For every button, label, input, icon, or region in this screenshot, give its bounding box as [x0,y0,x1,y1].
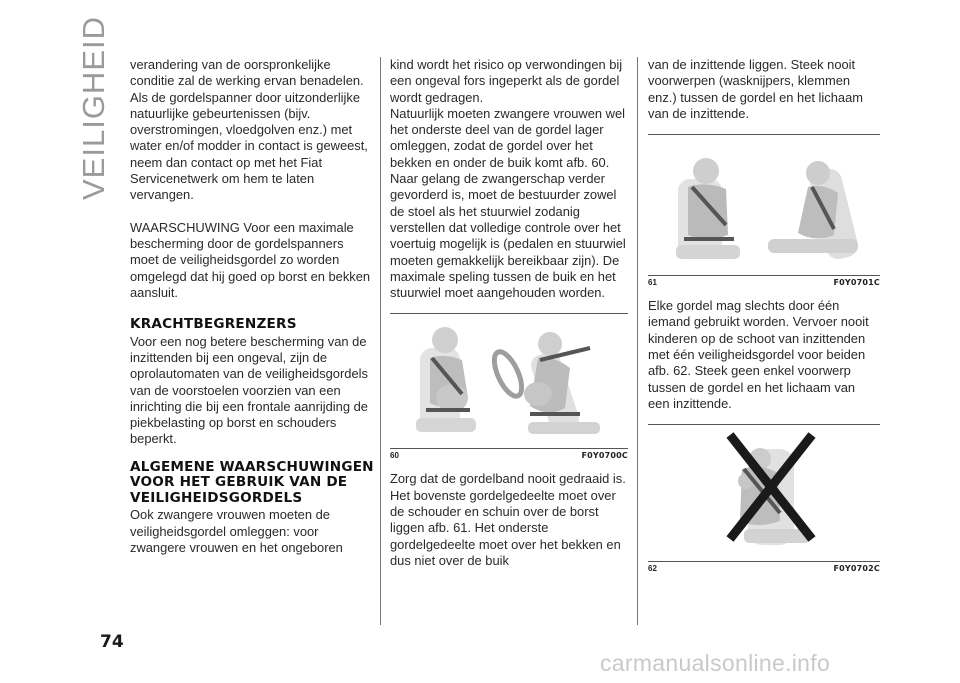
paragraph: kind wordt het risico op verwondingen bij een ongeval fors ingeperkt als de gordel wordt gedragen. [390,57,623,105]
text-column-2 [390,57,628,569]
figure-number: 61 [648,278,657,288]
section-tab: VEILIGHEID [76,16,111,200]
figure-number: 60 [390,451,399,461]
figure-60-illustration [390,318,628,446]
paragraph: Naar gelang de zwangerschap verder gevorderd is, moet de bestuurder zowel de stoel als het stuurwiel zodanig verstellen dat volledige controle over het voertuig mogelijk is (pedalen en stuurwiel moeten gemakkelijk bereikbaar zijn). De maximale speling tussen de buik en het stuurwiel moet aangehouden worden. [390,171,626,301]
text-column-3 [648,57,880,574]
text-column-1 [130,57,374,556]
figure-code: F0Y0702C [833,564,880,574]
figure-code: F0Y0700C [581,451,628,461]
paragraph: Ook zwangere vrouwen moeten de veiligheidsgordel omleggen: voor zwangere vrouwen en het ongeboren [130,507,343,555]
figure-number: 62 [648,564,657,574]
figure-caption [648,275,880,288]
paragraph: van de inzittende liggen. Steek nooit voorwerpen (wasknijpers, klemmen enz.) tussen de gordel en het lichaam van de inzittende. [648,57,863,121]
page-number: 74 [100,632,124,652]
column-divider [380,57,381,625]
figure-caption [390,448,628,461]
column-divider [637,57,638,625]
warning-paragraph: WAARSCHUWING Voor een maximale bescherming door de gordelspanners moet de veiligheidsgordel zo worden omgelegd dat hij goed op borst en bekken aansluit. [130,219,371,300]
figure-61-illustration [648,139,880,273]
paragraph: Elke gordel mag slechts door één iemand gebruikt worden. Vervoer nooit kinderen op de schoot van inzittenden met één veiligheidsgordel voor beiden afb. 62. Steek geen enkel voorwerp tussen de gordel en het lichaam van een inzittende. [648,298,869,411]
watermark-text: carmanualsonline.info [600,650,831,676]
figure-rule [648,134,880,135]
paragraph: Natuurlijk moeten zwangere vrouwen wel het onderste deel van de gordel lager omleggen, zodat de gordel over het bekken en onder de buik komt afb. 60. [390,105,626,170]
figure-rule [390,313,628,314]
paragraph: verandering van de oorspronkelijke conditie zal de werking ervan benadelen. [130,57,364,89]
paragraph: Als de gordelspanner door uitzonderlijke natuurlijke gebeurtenissen (bijv. overstromingen, vloedgolven enz.) met water en/of modder in contact is geweest, neem dan contact op met het Fiat Servicenetwerk om hem te laten vervangen. [130,89,368,203]
paragraph: Zorg dat de gordelband nooit gedraaid is. Het bovenste gordelgedeelte moet over de schouder en schuin over de borst liggen afb. 61. Het onderste gordelgedeelte moet over het bekken en dus niet over de buik [390,471,626,568]
section-heading: ALGEMENE WAARSCHUWINGEN VOOR HET GEBRUIK VAN DE VEILIGHEIDSGORDELS [130,458,374,506]
paragraph: Voor een nog betere bescherming van de inzittenden bij een ongeval, zijn de oprolautomaten van de veiligheidsgordels van de voorstoelen voorzien van een inrichting die bij een frontale aanrijding de piekbelasting op borst en schouders beperkt. [130,333,368,447]
figure-caption [648,561,880,574]
figure-code: F0Y0701C [833,278,880,288]
section-heading: KRACHTBEGRENZERS [130,316,297,333]
figure-rule [648,424,880,425]
figure-62-illustration [648,429,880,559]
